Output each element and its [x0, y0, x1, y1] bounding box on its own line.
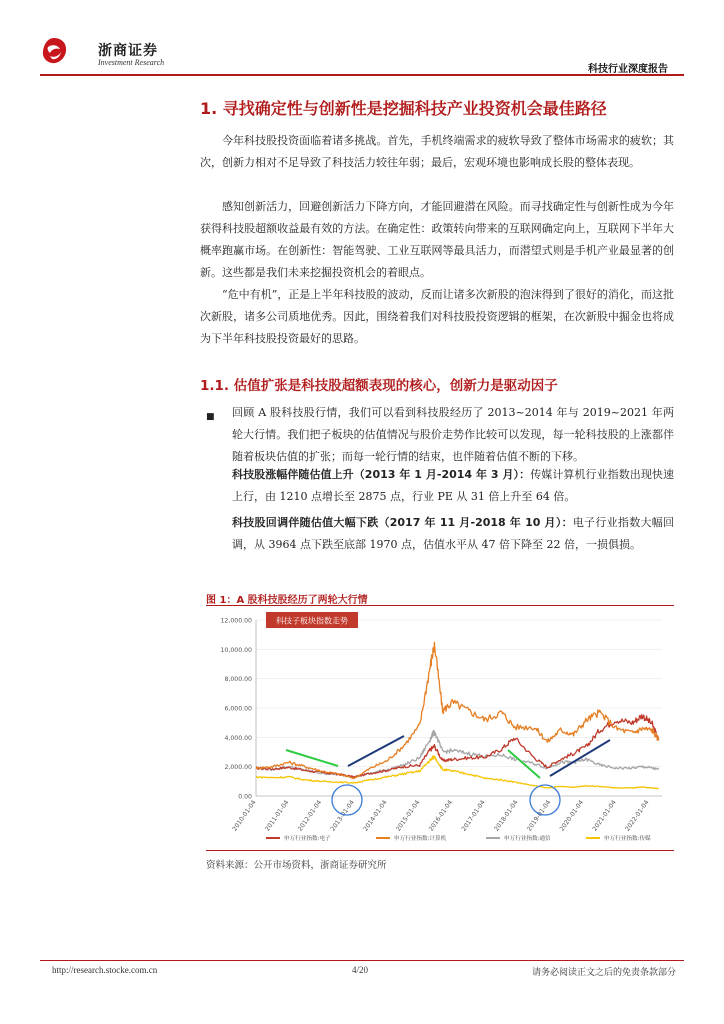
x-tick-label: 2013-01-04 — [329, 799, 356, 833]
brand-name-en: Investment Research — [98, 58, 165, 67]
footer-divider — [40, 960, 684, 961]
figure-bottom-rule — [206, 850, 674, 851]
x-tick-label: 2010-01-04 — [231, 799, 258, 833]
fall-text: 电子行业指数大幅回调，从 3964 点下跌至底部 1970 点，估值水平从 47 倍下降至 22 倍，一损俱损。 — [232, 516, 675, 551]
report-type: 科技行业深度报告 — [588, 64, 668, 75]
x-tick-label: 2011-01-04 — [264, 799, 291, 833]
brand-logo-icon — [40, 36, 68, 66]
legend-label: 申万行业指数:计算机 — [394, 836, 447, 842]
legend-label: 申万行业指数:电子 — [284, 836, 331, 842]
x-tick-label: 2022-01-04 — [624, 799, 651, 833]
y-tick-label: 8,000.00 — [224, 676, 252, 684]
brand-name: 浙商证券 — [98, 43, 158, 59]
rise-label: 科技股涨幅伴随估值上升（2013 年 1 月-2014 年 3 月）： — [232, 468, 531, 481]
footer-url[interactable]: http://research.stocke.com.cn — [52, 965, 158, 975]
x-tick-label: 2019-01-04 — [525, 799, 553, 833]
subsection-title: 1.1. 估值扩张是科技股超额表现的核心，创新力是驱动因子 — [200, 378, 558, 394]
chart-y-axis — [221, 618, 257, 801]
bullet-icon: ■ — [206, 412, 215, 422]
section-title: 1. 寻找确定性与创新性是挖掘科技产业投资机会最佳路径 — [200, 99, 607, 118]
figure-source: 资料来源：公开市场资料，浙商证券研究所 — [206, 860, 387, 871]
trend-line-navy-1 — [348, 736, 404, 766]
page-number: 4/20 — [352, 965, 369, 975]
figure-top-rule — [206, 605, 674, 606]
x-tick-label: 2014-01-04 — [362, 799, 389, 833]
trend-line-navy-2 — [550, 740, 610, 776]
paragraph-3: “危中有机”，正是上半年科技股的波动，反而让诸多次新股的泡沫得到了很好的消化，而这批次新股，诸多公司质地优秀。因此，围绕着我们对科技股投资逻辑的框架，在次新股中掘金也将成为下半年科技股投资最好的思路。 — [200, 288, 674, 345]
x-tick-label: 2015-01-04 — [394, 799, 422, 833]
y-tick-label: 10,000.00 — [220, 646, 252, 654]
x-tick-label: 2020-01-04 — [558, 799, 586, 833]
footer-disclaimer: 请务必阅读正文之后的免责条款部分 — [531, 968, 676, 978]
header-divider — [40, 74, 684, 76]
chart-title: 科技子板块指数走势 — [276, 616, 348, 626]
chart-legend — [266, 834, 651, 842]
y-tick-label: 12,000.00 — [220, 617, 252, 625]
paragraph-1: 今年科技股投资面临着诸多挑战。首先，手机终端需求的疲软导致了整体市场需求的疲软；其次，创新力相对不足导致了科技活力较往年弱；最后，宏观环境也影响成长股的整体表现。 — [200, 134, 674, 169]
fall-label: 科技股回调伴随估值大幅下跌（2017 年 11 月-2018 年 10 月）： — [232, 516, 573, 529]
figure-title: 图 1：A 股科技股经历了两轮大行情 — [206, 595, 368, 606]
x-tick-label: 2021-01-04 — [591, 799, 618, 833]
bullet-paragraph: 回顾 A 股科技股行情，我们可以看到科技股经历了 2013~2014 年与 2019~2021 年两轮大行情。我们把子板块的估值情况与股价走势作比较可以发现，每一轮科技股的上涨都伴随着板块估值的扩张；而每一轮行情的结束，也伴随着估值不断的下移。 — [232, 406, 674, 463]
series-line-1 — [256, 642, 659, 778]
rise-text: 传媒计算机行业指数出现快速上行，由 1210 点增长至 2875 点，行业 PE 从 31 倍上升至 64 倍。 — [232, 468, 674, 503]
legend-label: 申万行业指数:通信 — [504, 836, 551, 842]
x-tick-label: 2012-01-04 — [296, 799, 324, 833]
rise-paragraph — [232, 464, 674, 508]
y-tick-label: 4,000.00 — [224, 734, 252, 742]
legend-label: 申万行业指数:传媒 — [604, 836, 651, 842]
x-tick-label: 2016-01-04 — [427, 799, 455, 833]
x-tick-label: 2018-01-04 — [493, 799, 520, 833]
index-line-chart — [206, 608, 674, 848]
trend-line-green-1 — [286, 750, 338, 766]
y-tick-label: 0.00 — [238, 793, 252, 801]
y-tick-label: 6,000.00 — [224, 705, 252, 713]
fall-paragraph — [232, 512, 674, 556]
y-tick-label: 2,000.00 — [224, 764, 252, 772]
paragraph-2: 感知创新活力，回避创新活力下降方向，才能回避潜在风险。而寻找确定性与创新性成为今年获得科技股超额收益最有效的方法。在确定性：政策转向带来的互联网确定向上，互联网下半年大概率跑赢市场。在创新性：智能驾驶、工业互联网等最具活力，而潜望式则是手机产业最显著的创新。这些都是我们未来挖掘投资机会的着眼点。 — [200, 200, 674, 279]
x-tick-label: 2017-01-04 — [460, 799, 487, 833]
chart-x-axis — [231, 793, 662, 833]
